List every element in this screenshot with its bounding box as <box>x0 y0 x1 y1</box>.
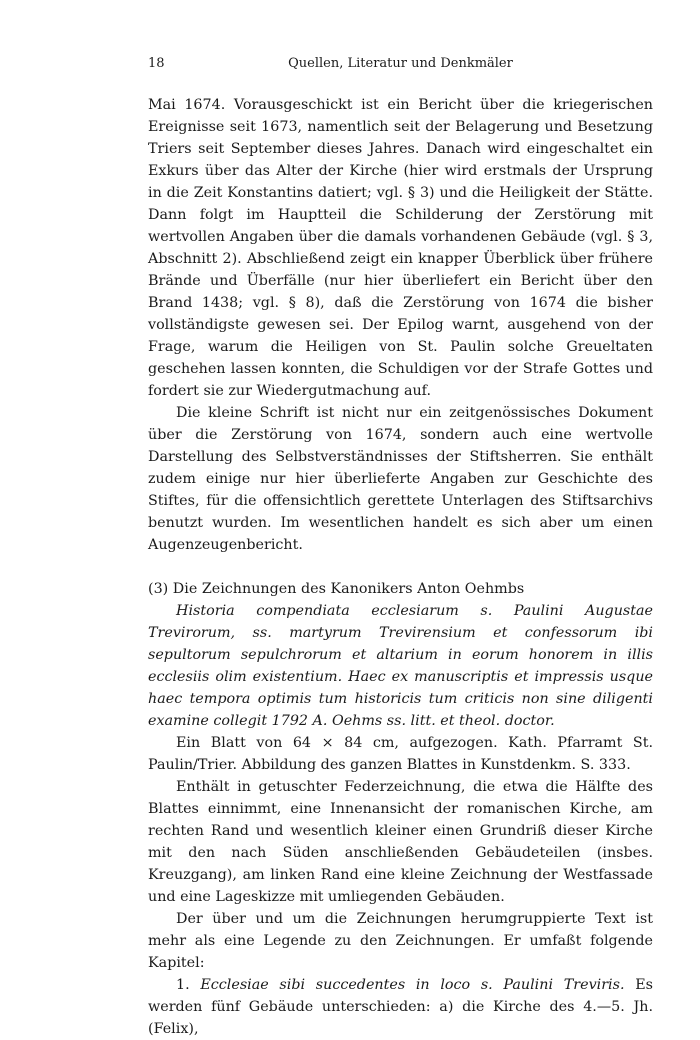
latin-title: Historia compendiata ecclesiarum s. Paulini Augustae Trevirorum, ss. martyrum Trevirensium et confessorum ibi sepultorum sepulchrorum et altarium in eorum honorem in illis ecclesiis olim existentium. Haec ex manuscriptis et impressis usque haec tempora optimis tum historicis tum criticis non sine diligenti examine collegit 1792 A. Oehms ss. litt. et theol. doctor. <box>148 603 653 729</box>
paragraph: Enthält in getuschter Federzeichnung, die etwa die Hälfte des Blattes einnimmt, eine Innenansicht der romanischen Kirche, am rechten Rand und wesentlich kleiner einen Grundriß dieser Kirche mit den nach Süden anschließenden Gebäudeteilen (insbes. Kreuzgang), am linken Rand eine kleine Zeichnung der Westfassade und eine Lageskizze mit umliegenden Gebäuden. <box>148 779 653 905</box>
item-title: Ecclesiae sibi succedentes in loco s. Paulini Treviris. <box>200 977 625 993</box>
page-number: 18 <box>148 56 165 71</box>
body-text <box>148 94 653 1040</box>
paragraph: Der über und um die Zeichnungen herumgruppierte Text ist mehr als eine Legende zu den Zeichnungen. Er umfaßt folgende Kapitel: <box>148 911 653 971</box>
section-heading: (3) Die Zeichnungen des Kanonikers Anton Oehmbs <box>148 581 525 597</box>
item-number: 1. <box>176 977 190 993</box>
item-text: Es werden fünf Gebäude unterschieden: a) die Kirche des 4.—5. Jh. (Felix), <box>148 977 653 1037</box>
page-header <box>148 56 653 76</box>
list-item <box>148 974 653 1040</box>
section-spacer <box>148 556 653 578</box>
paragraph: Ein Blatt von 64 × 84 cm, aufgezogen. Kath. Pfarramt St. Paulin/Trier. Abbildung des ganzen Blattes in Kunstdenkm. S. 333. <box>148 735 653 773</box>
running-title: Quellen, Literatur und Denkmäler <box>288 56 513 71</box>
paragraph: Mai 1674. Vorausgeschickt ist ein Bericht über die kriegerischen Ereignisse seit 1673, namentlich seit der Belagerung und Besetzung Triers seit September dieses Jahres. Danach wird eingeschaltet ein Exkurs über das Alter der Kirche (hier wird erstmals der Ursprung in die Zeit Konstantins datiert; vgl. § 3) und die Heiligkeit der Stätte. Dann folgt im Hauptteil die Schilderung der Zerstörung mit wertvollen Angaben über die damals vorhandenen Gebäude (vgl. § 3, Abschnitt 2). Abschließend zeigt ein knapper Überblick über frühere Brände und Überfälle (nur hier überliefert ein Bericht über den Brand 1438; vgl. § 8), daß die Zerstörung von 1674 die bisher vollständigste gewesen sei. Der Epilog warnt, ausgehend von der Frage, warum die Heiligen von St. Paulin solche Greueltaten geschehen lassen konnten, die Schuldigen vor der Strafe Gottes und fordert sie zur Wiedergutmachung auf. <box>148 97 653 399</box>
paragraph: Die kleine Schrift ist nicht nur ein zeitgenössisches Dokument über die Zerstörung von 1674, sondern auch eine wertvolle Darstellung des Selbstverständnisses der Stiftsherren. Sie enthält zudem einige nur hier überlieferte Angaben zur Geschichte des Stiftes, für die offensichtlich gerettete Unterlagen des Stiftsarchivs benutzt wurden. Im wesentlichen handelt es sich aber um einen Augenzeugenbericht. <box>148 405 653 553</box>
